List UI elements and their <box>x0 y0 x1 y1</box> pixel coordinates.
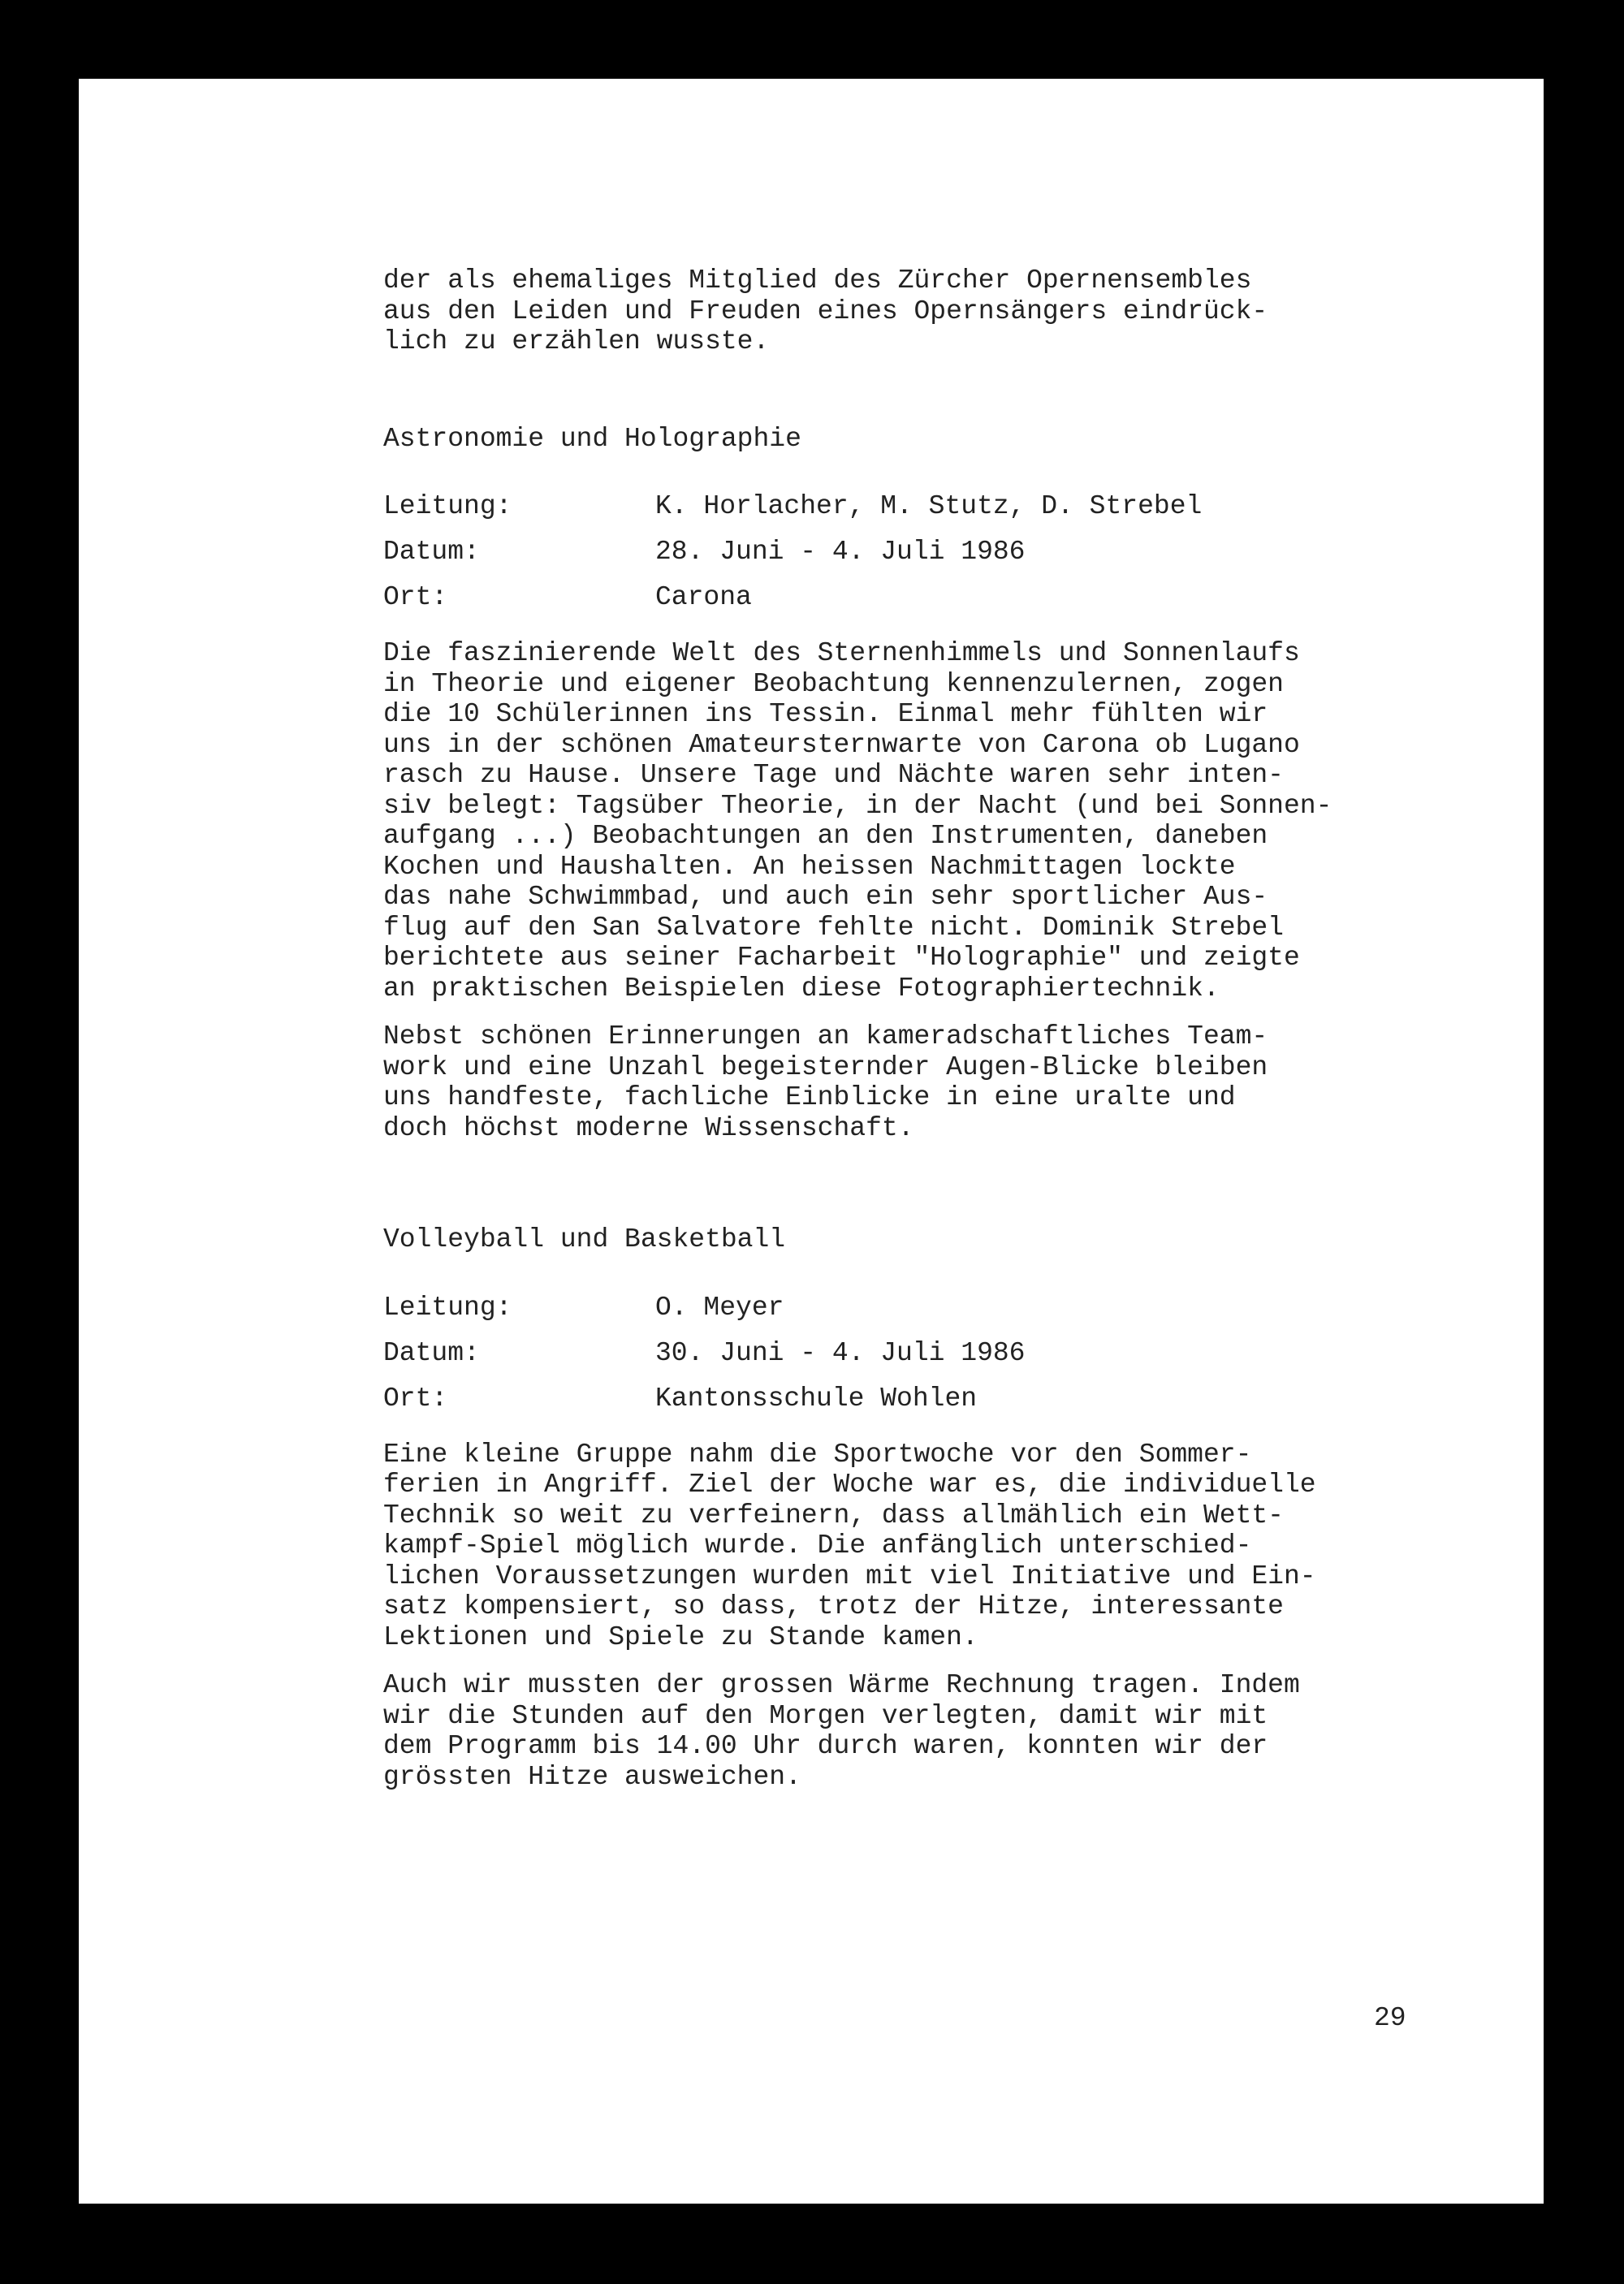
meta-label: Ort: <box>383 582 448 612</box>
meta-row-leitung <box>383 484 1553 529</box>
body-paragraph <box>383 1021 1553 1143</box>
text-line: Kochen und Haushalten. An heissen Nachmittagen lockte <box>383 851 1236 882</box>
text-line: work und eine Unzahl begeisternder Augen-Blicke bleiben <box>383 1051 1268 1082</box>
text-line: Lektionen und Spiele zu Stande kamen. <box>383 1621 978 1652</box>
text-line: aufgang ...) Beobachtungen an den Instrumenten, daneben <box>383 821 1268 851</box>
text-line: grössten Hitze ausweichen. <box>383 1761 801 1792</box>
meta-label: Leitung: <box>383 1292 512 1323</box>
section-title: Volleyball und Basketball <box>383 1224 786 1254</box>
text-line: uns in der schönen Amateursternwarte von Carona ob Lugano <box>383 729 1300 760</box>
text-line: der als ehemaliges Mitglied des Zürcher Opernensembles <box>383 266 1252 296</box>
meta-row-ort <box>383 575 1553 620</box>
section-meta <box>383 484 1553 620</box>
text-line: Nebst schönen Erinnerungen an kameradschaftliches Team- <box>383 1021 1268 1051</box>
document-page <box>79 79 1544 2204</box>
page-number: 29 <box>1374 2003 1406 2033</box>
meta-label: Ort: <box>383 1383 448 1414</box>
text-line: Technik so weit zu verfeinern, dass allmählich ein Wett- <box>383 1500 1284 1531</box>
text-line: flug auf den San Salvatore fehlte nicht. Dominik Strebel <box>383 912 1284 943</box>
meta-row-ort <box>383 1376 1553 1422</box>
text-line: ferien in Angriff. Ziel der Woche war es, die individuelle <box>383 1470 1316 1500</box>
text-line: lichen Voraussetzungen wurden mit viel Initiative und Ein- <box>383 1561 1316 1591</box>
meta-row-datum <box>383 529 1553 575</box>
meta-label: Datum: <box>383 1337 480 1368</box>
meta-value: Carona <box>655 582 752 612</box>
text-line: aus den Leiden und Freuden eines Opernsängers eindrück- <box>383 296 1268 326</box>
section-astronomie <box>383 424 1553 1144</box>
text-line: doch höchst moderne Wissenschaft. <box>383 1112 914 1143</box>
meta-label: Datum: <box>383 537 480 567</box>
meta-row-leitung <box>383 1285 1553 1331</box>
meta-value: Kantonsschule Wohlen <box>655 1383 978 1414</box>
section-title: Astronomie und Holographie <box>383 423 801 454</box>
meta-value: 28. Juni - 4. Juli 1986 <box>655 537 1026 567</box>
text-line: kampf-Spiel möglich wurde. Die anfänglich unterschied- <box>383 1531 1252 1561</box>
body-paragraph <box>383 638 1553 1004</box>
meta-value: 30. Juni - 4. Juli 1986 <box>655 1337 1026 1368</box>
text-line: siv belegt: Tagsüber Theorie, in der Nacht (und bei Sonnen- <box>383 790 1332 821</box>
text-line: lich zu erzählen wusste. <box>383 326 770 356</box>
meta-row-datum <box>383 1331 1553 1376</box>
text-line: dem Programm bis 14.00 Uhr durch waren, konnten wir der <box>383 1731 1268 1761</box>
page-content <box>383 266 1553 1792</box>
text-line: an praktischen Beispielen diese Fotographiertechnik. <box>383 973 1220 1004</box>
text-line: wir die Stunden auf den Morgen verlegten, damit wir mit <box>383 1700 1268 1731</box>
text-line: Eine kleine Gruppe nahm die Sportwoche vor den Sommer- <box>383 1439 1252 1470</box>
text-line: berichtete aus seiner Facharbeit "Holographie" und zeigte <box>383 943 1300 973</box>
text-line: rasch zu Hause. Unsere Tage und Nächte waren sehr inten- <box>383 760 1284 790</box>
section-meta <box>383 1285 1553 1422</box>
section-volleyball <box>383 1224 1553 1792</box>
meta-value: O. Meyer <box>655 1292 784 1323</box>
text-line: Auch wir mussten der grossen Wärme Rechnung tragen. Indem <box>383 1670 1300 1700</box>
text-line: Die faszinierende Welt des Sternenhimmels und Sonnenlaufs <box>383 638 1300 668</box>
text-line: uns handfeste, fachliche Einblicke in eine uralte und <box>383 1082 1236 1112</box>
body-paragraph <box>383 1440 1553 1653</box>
body-paragraph <box>383 1670 1553 1792</box>
text-line: in Theorie und eigener Beobachtung kennenzulernen, zogen <box>383 668 1284 699</box>
meta-label: Leitung: <box>383 491 512 521</box>
text-line: die 10 Schülerinnen ins Tessin. Einmal mehr fühlten wir <box>383 699 1268 729</box>
meta-value: K. Horlacher, M. Stutz, D. Strebel <box>655 491 1203 521</box>
text-line: satz kompensiert, so dass, trotz der Hitze, interessante <box>383 1591 1284 1621</box>
text-line: das nahe Schwimmbad, und auch ein sehr sportlicher Aus- <box>383 882 1268 912</box>
intro-paragraph <box>383 266 1553 357</box>
